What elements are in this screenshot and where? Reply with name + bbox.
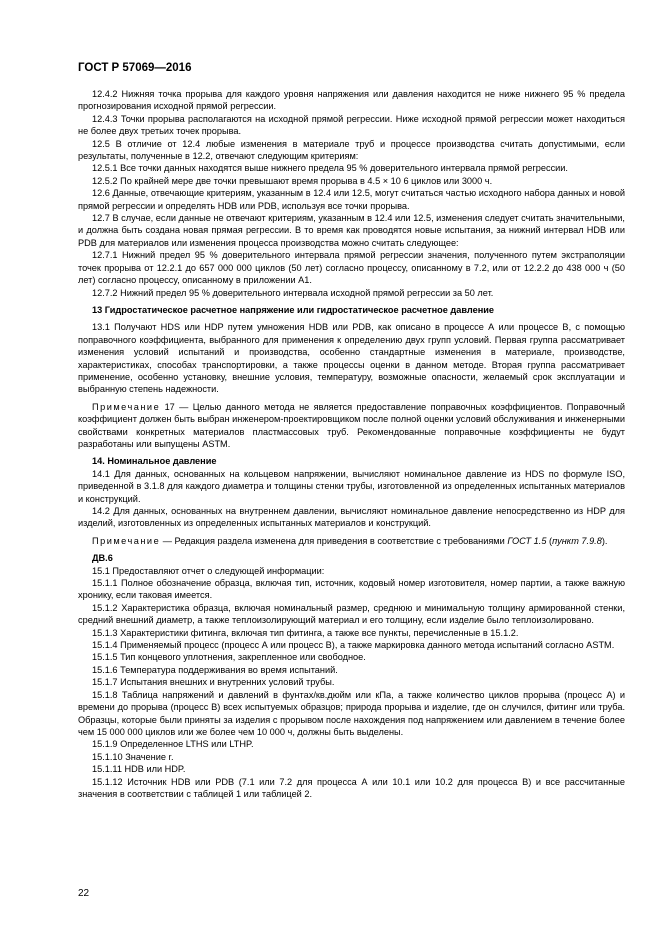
paragraph: 15.1.1 Полное обозначение образца, включая тип, источник, кодовый номер изготовителя, номер партии, а также важную хронику, если таковая имеется.	[78, 578, 625, 601]
paragraph: 14.1 Для данных, основанных на кольцевом напряжении, вычисляют номинальное давление из HDS по формуле ISO, приведенной в 3.1.8 для каждого диаметра и толщины стенки трубы, изготовленной из определенных испытанных материалов и конструкций.	[78, 468, 625, 504]
paragraph: 12.7.2 Нижний предел 95 % доверительного интервала исходной прямой регрессии за 50 лет.	[92, 287, 494, 298]
page-number: 22	[78, 888, 90, 899]
reference-clause: пункт 7.9.8	[552, 535, 602, 546]
section-heading-14: 14. Номинальное давление	[92, 456, 217, 467]
note-text: (	[546, 535, 553, 546]
note-text: 17 — Целью данного метода не является предоставление поправочных коэффициентов. Поправочный коэффициент должен быть выбран инженером-проектировщиком после полной оценки условий обслуживания и инженерными свойствами конкретных материалов пластмассовых труб. Рекомендованные поправочные коэффициенты не будут разработаны или выпущены ASTM.	[78, 401, 625, 449]
document-header: ГОСТ Р 57069—2016	[78, 62, 192, 74]
paragraph: 15.1 Предоставляют отчет о следующей информации:	[92, 565, 325, 576]
document-body	[78, 88, 625, 800]
paragraph: 12.4.3 Точки прорыва располагаются на исходной прямой регрессии. Ниже исходной прямой регрессии может находиться не более двух третьих точек прорыва.	[78, 113, 625, 137]
note-17	[78, 401, 625, 451]
paragraph: 12.6 Данные, отвечающие критериям, указанным в 12.4 или 12.5, могут считаться частью исходного набора данных и новой прямой регрессии и определять HDB или PDB, используя все точки прорыва.	[78, 188, 625, 211]
paragraph: 15.1.3 Характеристики фитинга, включая тип фитинга, а также все пункты, перечисленные в 15.1.2.	[92, 627, 519, 638]
paragraph: 15.1.8 Таблица напряжений и давлений в фунтах/кв.дюйм или кПа, а также количество циклов прорыва (процесс А) и времени до прорыва (процесс В) всех испытуемых образцов; природа прорыва и изделие, где он случился, фитинг или труба. Образцы, которые были приняты за изделия с прорывом после нахождения под напряжением или давлением в течение более чем 15 000 000 циклов или же более чем 10 000 ч, должны быть выделены.	[78, 689, 625, 737]
note-editorial	[78, 535, 625, 547]
paragraph: 15.1.6 Температура поддерживания во время испытаний.	[92, 664, 338, 675]
paragraph: 15.1.11 HDB или HDP.	[92, 764, 186, 775]
section-heading-13: 13 Гидростатическое расчетное напряжение или гидростатическое расчетное давление	[92, 304, 495, 315]
paragraph: 12.7 В случае, если данные не отвечают критериям, указанным в 12.4 или 12.5, изменения следует считать значительными, и должна быть создана новая прямая регрессии. В то время как проводятся новые испытания, за нижний интервал HDB или PDB для материалов или изменения процесса производства можно считать следующее:	[78, 213, 625, 248]
paragraph: 15.1.12 Источник HDB или PDB (7.1 или 7.2 для процесса А или 10.1 или 10.2 для процесса В) и все рассчитанные значения в соответствии с таблицей 1 или таблицей 2.	[78, 776, 625, 799]
note-label: Примечание	[92, 401, 161, 412]
paragraph: 15.1.9 Определенное LTHS или LTHP.	[92, 739, 254, 750]
paragraph: 12.7.1 Нижний предел 95 % доверительного интервала прямой регрессии значения, полученного путем экстраполяции точек прорыва от 12.2.1 до 657 000 000 циклов (50 лет) согласно процессу, описанному в 7.2, или от 12.2.2 до 438 000 ч (50 лет) согласно процессу, описанному в приложении А1.	[78, 250, 625, 286]
paragraph: 12.4.2 Нижняя точка прорыва для каждого уровня напряжения или давления находится не ниже нижнего 95 % предела прогнозирования исходной прямой регрессии.	[78, 89, 625, 112]
paragraph: 12.5 В отличие от 12.4 любые изменения в материале труб и процессе производства считать допустимыми, если результаты, полученные в 12.2, отвечают следующим критериям:	[78, 138, 625, 162]
paragraph: 12.5.2 По крайней мере две точки превышают время прорыва в 4.5 × 10 6 циклов или 3000 ч.	[92, 175, 493, 186]
section-heading-dv6: ДВ.6	[92, 553, 113, 564]
note-text: ).	[601, 535, 608, 546]
paragraph: 13.1 Получают HDS или HDP путем умножения HDB или PDB, как описано в процессе А или процессе В, с помощью поправочного коэффициента, выбранного для применения к определению двух групп условий. Первая группа рассматривает изменения условий испытаний и производства, особенно стандартные изменения в материале, производстве, характеристиках, способах транспортировки, а также процессы оценки в данном методе. Вторая группа рассматривает применение, особенно установку, внешние условия, температуру, возможные опасности, желаемый срок эксплуатации и выбранную степень надежности.	[78, 322, 625, 395]
paragraph: 15.1.10 Значение r.	[92, 751, 174, 762]
note-text: — Редакция раздела изменена для приведения в соответствие с требованиями	[160, 535, 508, 546]
note-label: Примечание	[92, 535, 161, 546]
paragraph: 14.2 Для данных, основанных на внутреннем давлении, вычисляют номинальное давление непосредственно из HDP для изделий, изготовленных из определенных испытанных материалов и конструкций.	[78, 506, 625, 529]
reference-gost: ГОСТ 1.5	[507, 535, 547, 546]
paragraph: 15.1.2 Характеристика образца, включая номинальный размер, среднюю и минимальную толщину армированной стенки, средний внешний диаметр, а также теплоизолирующий материал и его толщину, если изделие было теплоизолировано.	[78, 602, 625, 626]
paragraph: 12.5.1 Все точки данных находятся выше нижнего предела 95 % доверительного интервала прямой регрессии.	[92, 163, 568, 174]
paragraph: 15.1.7 Испытания внешних и внутренних условий трубы.	[92, 677, 335, 688]
paragraph: 15.1.4 Применяемый процесс (процесс А или процесс В), а также маркировка данного метода испытаний согласно ASTM.	[92, 640, 615, 651]
paragraph: 15.1.5 Тип концевого уплотнения, закрепленное или свободное.	[92, 652, 366, 663]
